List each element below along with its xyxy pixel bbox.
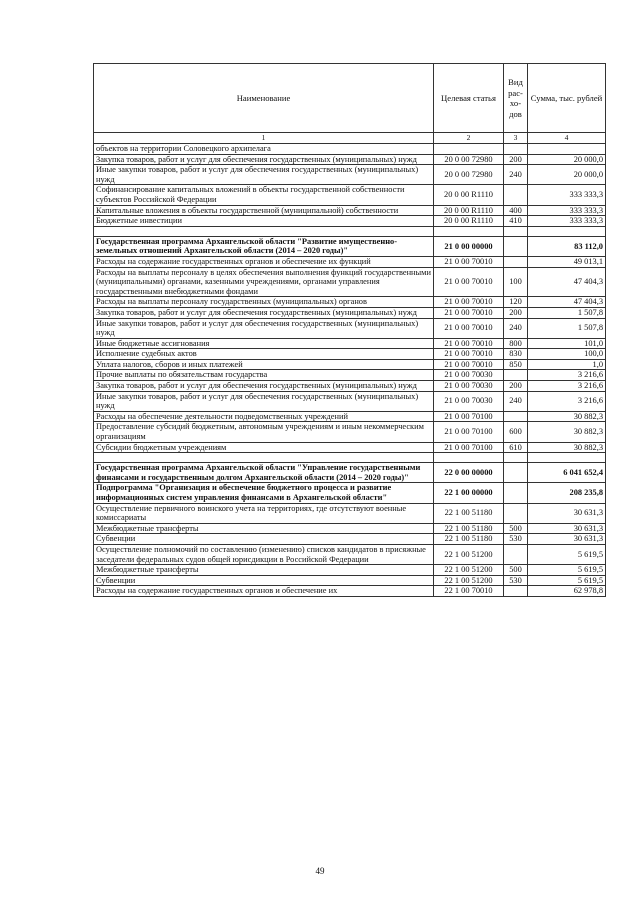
row-code-cell: 21 0 00 70100 <box>434 422 504 442</box>
row-code-cell: 21 0 00 70010 <box>434 267 504 297</box>
table-row <box>94 349 606 360</box>
row-name-cell: Закупка товаров, работ и услуг для обеспечения государственных (муниципальных) нужд <box>94 381 434 392</box>
row-code-cell: 22 1 00 00000 <box>434 483 504 503</box>
row-code-cell: 21 0 00 70010 <box>434 256 504 267</box>
row-expense-type-cell: 410 <box>504 216 528 227</box>
row-code-cell: 21 0 00 00000 <box>434 236 504 256</box>
row-expense-type-cell: 610 <box>504 442 528 453</box>
row-expense-type-cell: 240 <box>504 391 528 411</box>
empty-cell <box>94 453 434 463</box>
row-code-cell: 21 0 00 70010 <box>434 359 504 370</box>
row-name-cell: Государственная программа Архангельской области "Управление государственными финансами и государственным долгом Архангельской области (2014 – 2020 годы)" <box>94 463 434 483</box>
column-number: 1 <box>94 133 434 144</box>
row-name-cell: Капитальные вложения в объекты государственной (муниципальной) собственности <box>94 205 434 216</box>
row-amount-cell: 20 000,0 <box>528 154 606 165</box>
column-number: 4 <box>528 133 606 144</box>
row-amount-cell: 333 333,3 <box>528 185 606 205</box>
row-code-cell: 22 1 00 51200 <box>434 575 504 586</box>
row-name-cell: Иные бюджетные ассигнования <box>94 338 434 349</box>
table-row <box>94 267 606 297</box>
row-expense-type-cell: 240 <box>504 318 528 338</box>
row-code-cell: 20 0 00 R1110 <box>434 205 504 216</box>
row-code-cell: 22 1 00 51200 <box>434 544 504 564</box>
row-code-cell: 21 0 00 70010 <box>434 318 504 338</box>
row-expense-type-cell <box>504 370 528 381</box>
row-code-cell: 21 0 00 70100 <box>434 442 504 453</box>
row-name-cell: Иные закупки товаров, работ и услуг для обеспечения государственных (муниципальных) нужд <box>94 165 434 185</box>
table-row <box>94 565 606 576</box>
budget-table <box>93 63 606 597</box>
row-name-cell: Исполнение судебных актов <box>94 349 434 360</box>
row-code-cell: 21 0 00 70100 <box>434 411 504 422</box>
table-row <box>94 503 606 523</box>
row-amount-cell: 30 631,3 <box>528 503 606 523</box>
empty-cell <box>504 226 528 236</box>
table-row <box>94 297 606 308</box>
row-code-cell: 22 1 00 51180 <box>434 523 504 534</box>
row-expense-type-cell: 600 <box>504 422 528 442</box>
row-expense-type-cell <box>504 503 528 523</box>
table-row <box>94 205 606 216</box>
header-target-article: Целевая статья <box>434 64 504 133</box>
row-amount-cell: 6 041 652,4 <box>528 463 606 483</box>
row-code-cell: 22 0 00 00000 <box>434 463 504 483</box>
row-code-cell: 20 0 00 72980 <box>434 165 504 185</box>
row-code-cell: 20 0 00 R1110 <box>434 216 504 227</box>
row-amount-cell: 3 216,6 <box>528 370 606 381</box>
row-expense-type-cell <box>504 144 528 155</box>
table-row <box>94 185 606 205</box>
page-number: 49 <box>315 866 325 876</box>
table-row <box>94 483 606 503</box>
row-name-cell: Уплата налогов, сборов и иных платежей <box>94 359 434 370</box>
row-code-cell: 21 0 00 70010 <box>434 307 504 318</box>
row-name-cell: Расходы на обеспечение деятельности подведомственных учреждений <box>94 411 434 422</box>
table-row <box>94 359 606 370</box>
row-expense-type-cell <box>504 463 528 483</box>
spacer-row <box>94 226 606 236</box>
row-amount-cell: 5 619,5 <box>528 565 606 576</box>
row-expense-type-cell: 850 <box>504 359 528 370</box>
row-name-cell: Межбюджетные трансферты <box>94 523 434 534</box>
row-name-cell: Расходы на содержание государственных органов и обеспечение их функций <box>94 256 434 267</box>
row-name-cell: Расходы на выплаты персоналу в целях обеспечения выполнения функций государственными (муниципальными) органами, казенными учреждениями, органами управления государственными внебюджетными фондами <box>94 267 434 297</box>
row-name-cell: Субсидии бюджетным учреждениям <box>94 442 434 453</box>
table-row <box>94 411 606 422</box>
row-code-cell: 21 0 00 70010 <box>434 297 504 308</box>
row-code-cell: 21 0 00 70010 <box>434 349 504 360</box>
row-name-cell: Прочие выплаты по обязательствам государства <box>94 370 434 381</box>
row-amount-cell: 47 404,3 <box>528 297 606 308</box>
row-expense-type-cell <box>504 483 528 503</box>
row-code-cell: 21 0 00 70030 <box>434 370 504 381</box>
table-row <box>94 338 606 349</box>
row-name-cell: объектов на территории Соловецкого архипелага <box>94 144 434 155</box>
header-expense-type: Вид рас-хо-дов <box>504 64 528 133</box>
spacer-row <box>94 453 606 463</box>
table-row <box>94 144 606 155</box>
row-expense-type-cell <box>504 236 528 256</box>
table-row <box>94 165 606 185</box>
column-number: 3 <box>504 133 528 144</box>
empty-cell <box>528 453 606 463</box>
table-row <box>94 422 606 442</box>
empty-cell <box>434 453 504 463</box>
row-code-cell: 22 1 00 51200 <box>434 565 504 576</box>
row-name-cell: Межбюджетные трансферты <box>94 565 434 576</box>
budget-table-page <box>93 63 605 597</box>
table-row <box>94 256 606 267</box>
table-row <box>94 534 606 545</box>
row-name-cell: Закупка товаров, работ и услуг для обеспечения государственных (муниципальных) нужд <box>94 307 434 318</box>
row-name-cell: Субвенции <box>94 534 434 545</box>
row-amount-cell: 30 631,3 <box>528 534 606 545</box>
row-expense-type-cell <box>504 411 528 422</box>
row-amount-cell: 100,0 <box>528 349 606 360</box>
row-code-cell: 20 0 00 R1110 <box>434 185 504 205</box>
row-code-cell <box>434 144 504 155</box>
row-expense-type-cell: 500 <box>504 565 528 576</box>
row-expense-type-cell <box>504 256 528 267</box>
row-amount-cell: 30 631,3 <box>528 523 606 534</box>
row-code-cell: 21 0 00 70030 <box>434 381 504 392</box>
header-name: Наименование <box>94 64 434 133</box>
table-row <box>94 318 606 338</box>
row-name-cell: Расходы на содержание государственных органов и обеспечение их <box>94 586 434 597</box>
row-expense-type-cell: 400 <box>504 205 528 216</box>
row-name-cell: Бюджетные инвестиции <box>94 216 434 227</box>
row-expense-type-cell: 800 <box>504 338 528 349</box>
row-amount-cell: 5 619,5 <box>528 575 606 586</box>
table-row <box>94 586 606 597</box>
row-amount-cell: 1 507,8 <box>528 307 606 318</box>
row-name-cell: Предоставление субсидий бюджетным, автономным учреждениям и иным некоммерческим организациям <box>94 422 434 442</box>
column-number: 2 <box>434 133 504 144</box>
row-name-cell: Закупка товаров, работ и услуг для обеспечения государственных (муниципальных) нужд <box>94 154 434 165</box>
row-amount-cell <box>528 144 606 155</box>
row-expense-type-cell: 530 <box>504 575 528 586</box>
row-amount-cell: 208 235,8 <box>528 483 606 503</box>
row-amount-cell: 30 882,3 <box>528 422 606 442</box>
row-name-cell: Иные закупки товаров, работ и услуг для обеспечения государственных (муниципальных) нужд <box>94 318 434 338</box>
table-row <box>94 575 606 586</box>
row-amount-cell: 333 333,3 <box>528 216 606 227</box>
table-row <box>94 216 606 227</box>
row-amount-cell: 30 882,3 <box>528 442 606 453</box>
row-amount-cell: 101,0 <box>528 338 606 349</box>
row-amount-cell: 47 404,3 <box>528 267 606 297</box>
row-name-cell: Подпрограмма "Организация и обеспечение бюджетного процесса и развитие информационных систем управления финансами в Архангельской области" <box>94 483 434 503</box>
header-amount: Сумма, тыс. рублей <box>528 64 606 133</box>
row-code-cell: 22 1 00 51180 <box>434 534 504 545</box>
row-code-cell: 21 0 00 70030 <box>434 391 504 411</box>
empty-cell <box>434 226 504 236</box>
row-amount-cell: 20 000,0 <box>528 165 606 185</box>
row-expense-type-cell: 200 <box>504 154 528 165</box>
row-expense-type-cell: 530 <box>504 534 528 545</box>
table-row <box>94 236 606 256</box>
empty-cell <box>94 226 434 236</box>
row-amount-cell: 62 978,8 <box>528 586 606 597</box>
row-expense-type-cell: 120 <box>504 297 528 308</box>
row-amount-cell: 1,0 <box>528 359 606 370</box>
row-name-cell: Субвенции <box>94 575 434 586</box>
row-name-cell: Расходы на выплаты персоналу государственных (муниципальных) органов <box>94 297 434 308</box>
row-expense-type-cell <box>504 185 528 205</box>
empty-cell <box>504 453 528 463</box>
row-name-cell: Иные закупки товаров, работ и услуг для обеспечения государственных (муниципальных) нужд <box>94 391 434 411</box>
row-code-cell: 20 0 00 72980 <box>434 154 504 165</box>
table-row <box>94 391 606 411</box>
row-expense-type-cell: 240 <box>504 165 528 185</box>
row-name-cell: Государственная программа Архангельской области "Развитие имущественно-земельных отношений Архангельской области (2014 – 2020 годы)" <box>94 236 434 256</box>
column-number-row <box>94 133 606 144</box>
table-row <box>94 544 606 564</box>
row-amount-cell: 3 216,6 <box>528 381 606 392</box>
row-name-cell: Софинансирование капитальных вложений в объекты государственной собственности субъектов Российской Федерации <box>94 185 434 205</box>
row-expense-type-cell: 200 <box>504 307 528 318</box>
row-name-cell: Осуществление полномочий по составлению (изменению) списков кандидатов в присяжные заседатели федеральных судов общей юрисдикции в Российской Федерации <box>94 544 434 564</box>
row-amount-cell: 5 619,5 <box>528 544 606 564</box>
empty-cell <box>528 226 606 236</box>
table-row <box>94 307 606 318</box>
table-row <box>94 442 606 453</box>
row-amount-cell: 333 333,3 <box>528 205 606 216</box>
table-row <box>94 381 606 392</box>
row-name-cell: Осуществление первичного воинского учета на территориях, где отсутствуют военные комиссариаты <box>94 503 434 523</box>
row-code-cell: 21 0 00 70010 <box>434 338 504 349</box>
row-code-cell: 22 1 00 70010 <box>434 586 504 597</box>
row-amount-cell: 30 882,3 <box>528 411 606 422</box>
row-code-cell: 22 1 00 51180 <box>434 503 504 523</box>
table-row <box>94 463 606 483</box>
table-row <box>94 154 606 165</box>
row-expense-type-cell <box>504 586 528 597</box>
row-expense-type-cell: 500 <box>504 523 528 534</box>
row-expense-type-cell: 830 <box>504 349 528 360</box>
table-body <box>94 144 606 597</box>
table-header-row <box>94 64 606 133</box>
table-row <box>94 370 606 381</box>
row-expense-type-cell: 100 <box>504 267 528 297</box>
row-expense-type-cell: 200 <box>504 381 528 392</box>
row-expense-type-cell <box>504 544 528 564</box>
row-amount-cell: 1 507,8 <box>528 318 606 338</box>
row-amount-cell: 49 013,1 <box>528 256 606 267</box>
table-row <box>94 523 606 534</box>
row-amount-cell: 83 112,0 <box>528 236 606 256</box>
row-amount-cell: 3 216,6 <box>528 391 606 411</box>
